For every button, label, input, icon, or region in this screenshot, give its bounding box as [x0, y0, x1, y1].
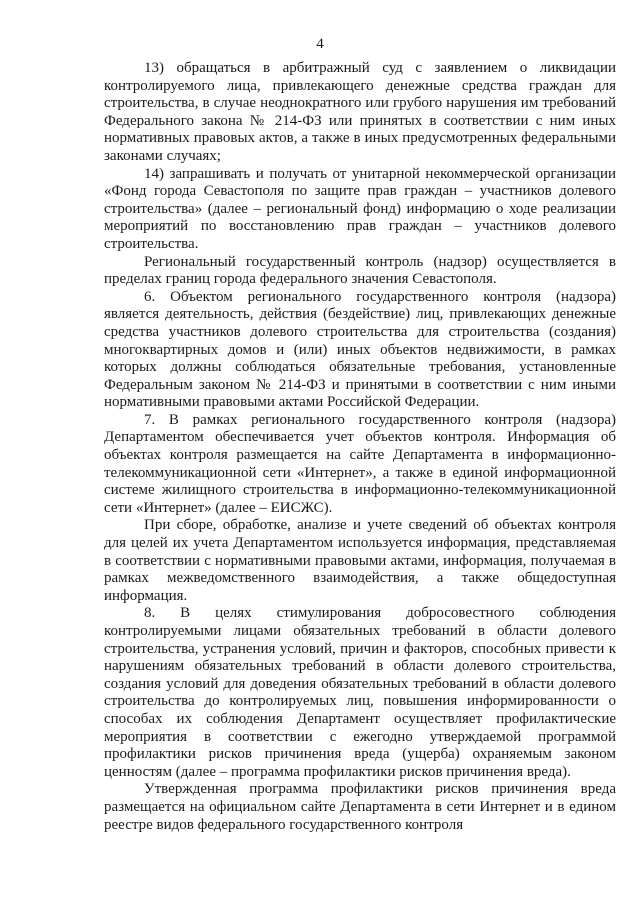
paragraph-item-13: 13) обращаться в арбитражный суд с заявлением о ликвидации контролируемого лица, привлекающего денежные средства граждан для строительства, в случае неоднократного или грубого нарушения им требований Федерального закона № 214-ФЗ или принятых в соответствии с ним иных нормативных правовых актов, а также в иных предусмотренных федеральными законами случаях; — [104, 60, 616, 164]
paragraph-section-6: 6. Объектом регионального государственного контроля (надзора) является деятельность, действия (бездействие) лиц, привлекающих денежные средства участников долевого строительства для строительства (создания) многоквартирных домов и (или) иных объектов недвижимости, в рамках которых должны соблюдаться обязательные требования, установленные Федеральным законом № 214-ФЗ и принятыми в соответствии с ним иными нормативными правовыми актами Российской Федерации. — [104, 288, 616, 411]
page-number: 4 — [316, 36, 324, 52]
paragraph-section-7: 7. В рамках регионального государственного контроля (надзора) Департаментом обеспечивается учет объектов контроля. Информация об объектах контроля размещается на сайте Департамента в информационно-телекоммуникационной сети «Интернет», а также в единой информационной системе жилищного строительства в информационно-телекоммуникационной сети «Интернет» (далее – ЕИСЖС). — [104, 411, 616, 516]
paragraph-information-collection: При сборе, обработке, анализе и учете сведений об объектах контроля для целей их учета Департаментом используется информация, представляемая в соответствии с нормативными правовыми актами, информация, получаемая в рамках межведомственного взаимодействия, а также общедоступная информация. — [104, 517, 616, 604]
document-body — [104, 60, 616, 834]
paragraph-program-publication: Утвержденная программа профилактики рисков причинения вреда размещается на официальном сайте Департамента в сети Интернет и в едином реестре видов федерального государственного контроля — [104, 781, 616, 833]
paragraph-section-8: 8. В целях стимулирования добросовестного соблюдения контролируемыми лицами обязательных требований в области долевого строительства, устранения условий, причин и факторов, способных привести к нарушениям обязательных требований в области долевого строительства, создания условий для доведения обязательных требований в области долевого строительства до контролируемых лиц, повышения информированности о способах их соблюдения Департамент осуществляет профилактические мероприятия в соответствии с ежегодно утверждаемой программой профилактики рисков причинения вреда (ущерба) охраняемым законом ценностям (далее – программа профилактики рисков причинения вреда). — [104, 605, 616, 780]
paragraph-territory: Региональный государственный контроль (надзор) осуществляется в пределах границ города федерального значения Севастополя. — [104, 253, 616, 288]
paragraph-item-14: 14) запрашивать и получать от унитарной некоммерческой организации «Фонд города Севастополя по защите прав граждан – участников долевого строительства» (далее – региональный фонд) информацию о ходе реализации мероприятий по восстановлению прав граждан – участников долевого строительства. — [104, 165, 616, 252]
